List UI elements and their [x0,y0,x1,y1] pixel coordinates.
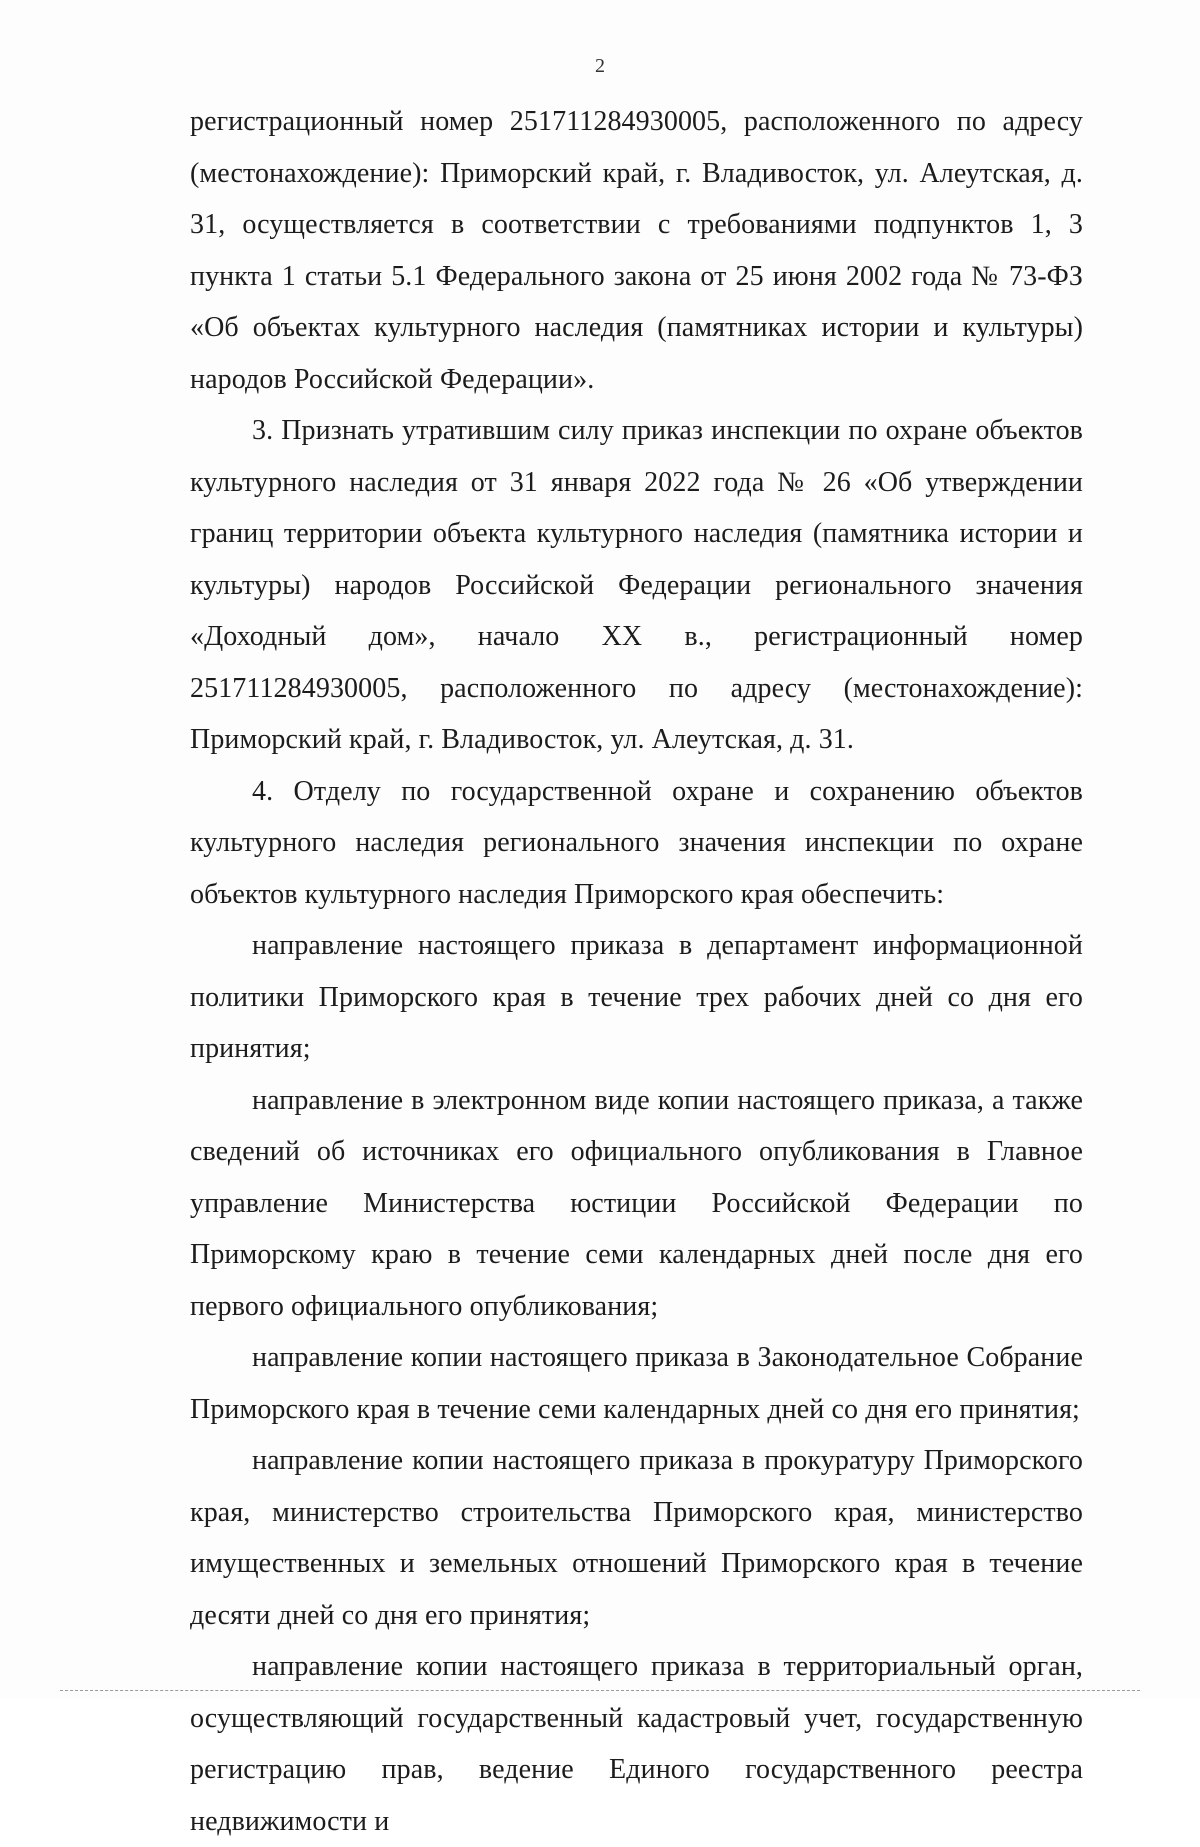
paragraph-continuation: регистрационный номер 251711284930005, расположенного по адресу (местонахождение): Приморский край, г. Владивосток, ул. Алеутская, д. 31, осуществляется в соответствии с требованиями подпунктов 1, 3 пункта 1 статьи 5.1 Федерального закона от 25 июня 2002 года № 73-ФЗ «Об объектах культурного наследия (памятниках истории и культуры) народов Российской Федерации». [190,106,1083,395]
paragraph-directive-3: направление копии настоящего приказа в Законодательное Собрание Приморского края в течение семи календарных дней со дня его принятия; [190,1342,1083,1425]
page-bottom-divider [60,1690,1140,1691]
paragraph-directive-1: направление настоящего приказа в департамент информационной политики Приморского края в течение трех рабочих дней со дня его принятия; [190,930,1083,1064]
paragraph-item-4: 4. Отделу по государственной охране и сохранению объектов культурного наследия регионального значения инспекции по охране объектов культурного наследия Приморского края обеспечить: [190,775,1083,910]
paragraph-directive-5: направление копии настоящего приказа в территориальный орган, осуществляющий государственный кадастровый учет, государственную регистрацию прав, ведение Единого государственного реестра недвижимости и [190,1651,1083,1837]
page-number: 2 [595,55,605,77]
paragraph-item-3: 3. Признать утратившим силу приказ инспекции по охране объектов культурного наследия от 31 января 2022 года № 26 «Об утверждении границ территории объекта культурного наследия (памятника истории и культуры) народов Российской Федерации регионального значения «Доходный дом», начало XX в., регистрационный номер 251711284930005, расположенного по адресу (местонахождение): Приморский край, г. Владивосток, ул. Алеутская, д. 31. [190,415,1083,755]
document-body [190,96,1083,1847]
paragraph-directive-4: направление копии настоящего приказа в прокуратуру Приморского края, министерство строительства Приморского края, министерство имущественных и земельных отношений Приморского края в течение десяти дней со дня его принятия; [190,1445,1083,1631]
paragraph-directive-2: направление в электронном виде копии настоящего приказа, а также сведений об источниках его официального опубликования в Главное управление Министерства юстиции Российской Федерации по Приморскому краю в течение семи календарных дней после дня его первого официального опубликования; [190,1084,1083,1322]
